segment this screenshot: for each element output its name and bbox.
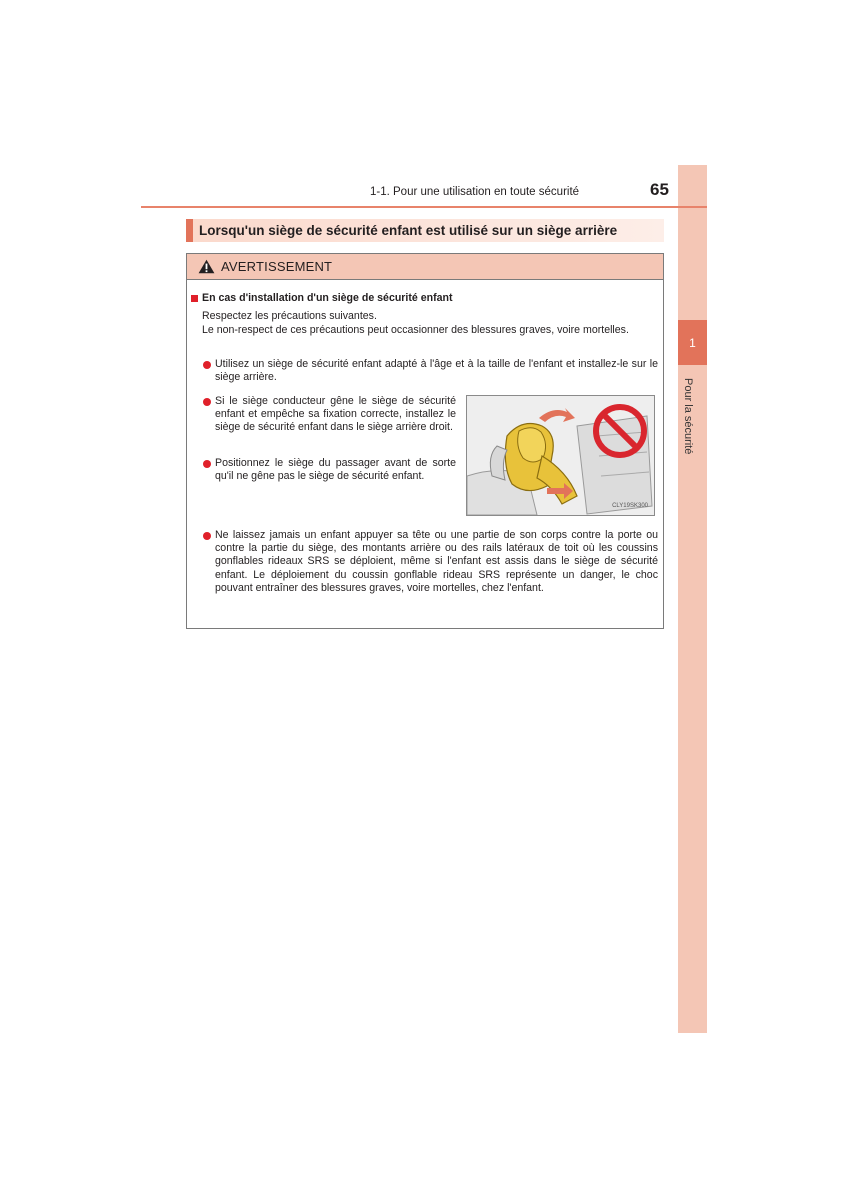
illustration-code: CLY19SK300 [612,502,648,509]
page-number: 65 [650,180,669,199]
sub-heading-text: En cas d'installation d'un siège de sécurité enfant [202,292,453,304]
round-bullet-icon [203,361,211,369]
warning-box [186,253,664,629]
warning-content [187,254,663,628]
warning-title: AVERTISSEMENT [221,259,333,274]
intro-line-2: Le non-respect de ces précautions peut occasionner des blessures graves, voire mortelles. [202,324,629,336]
bullet-item [202,395,456,435]
chapter-number-tab: 1 [678,320,707,365]
chapter-label: Pour la sécurité [682,378,694,455]
intro-line-1: Respectez les précautions suivantes. [202,310,377,322]
square-bullet-icon [191,295,198,302]
running-header: 1-1. Pour une utilisation en toute sécurité [370,186,580,198]
bullet-item [202,358,658,384]
seat-illustration-graphic [467,396,654,515]
round-bullet-icon [203,460,211,468]
round-bullet-icon [203,532,211,540]
round-bullet-icon [203,398,211,406]
section-heading: Lorsqu'un siège de sécurité enfant est utilisé sur un siège arrière [186,219,664,242]
bullet-text: Si le siège conducteur gêne le siège de sécurité enfant et empêche sa fixation correcte, installez le siège de sécurité enfant dans le siège arrière droit. [215,395,456,434]
warning-sub-heading [191,292,453,305]
bullet-text: Positionnez le siège du passager avant de sorte qu'il ne gêne pas le siège de sécurité enfant. [215,457,456,483]
side-tab [678,165,707,1033]
bullet-item [202,457,456,483]
bullet-text: Ne laissez jamais un enfant appuyer sa tête ou une partie de son corps contre la porte ou contre la partie du siège, des montants arrière ou des rails latéraux de toit où les coussins gonflables rideaux SRS se déploient, même si l'enfant est assis dans le siège de sécurité enfant. Le déploiement du coussin gonflable rideau SRS représente un danger, le choc pouvant entraîner des blessures graves, voire mortelles, chez l'enfant. [215,529,658,594]
bullet-text: Utilisez un siège de sécurité enfant adapté à l'âge et à la taille de l'enfant et installez-le sur le siège arrière. [215,358,658,384]
child-seat-illustration [466,395,655,516]
header-divider [141,206,707,208]
bullet-item [202,529,658,595]
